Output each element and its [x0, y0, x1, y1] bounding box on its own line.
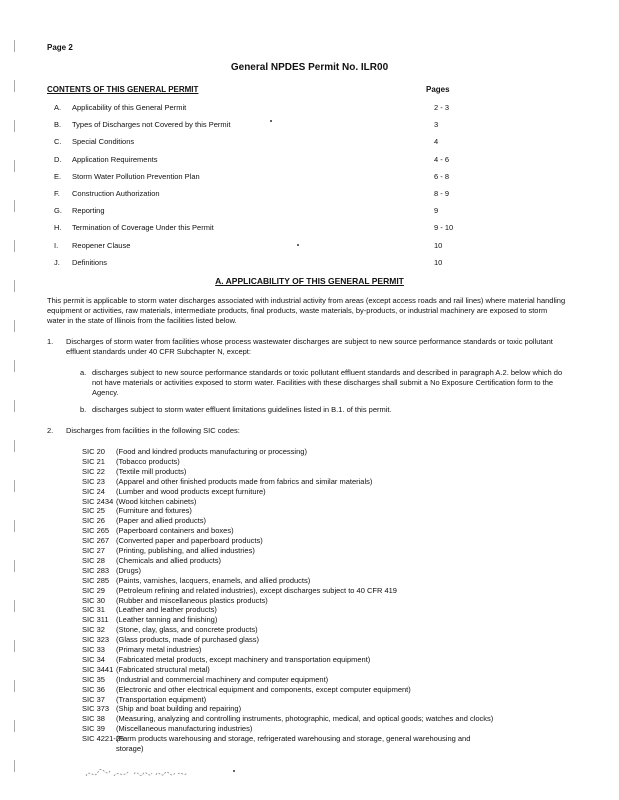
- sic-code: SIC 32: [82, 625, 105, 635]
- signature-scribble: [84, 762, 194, 784]
- sic-description: (Ship and boat building and repairing): [116, 704, 242, 714]
- toc-row: [0, 258, 619, 270]
- sic-description: (Chemicals and allied products): [116, 555, 222, 565]
- toc-row-letter: F.: [54, 189, 60, 198]
- sic-code: SIC 2434: [82, 496, 114, 506]
- toc-row-pages: 10: [434, 240, 443, 250]
- sic-row: [0, 734, 619, 744]
- sic-row: [0, 675, 619, 685]
- toc-row-pages: 3: [434, 120, 439, 130]
- toc-row-pages: 2 - 3: [434, 103, 450, 112]
- sic-description: (Primary metal industries): [116, 645, 202, 654]
- toc-row-pages: 10: [434, 257, 443, 267]
- toc-row-title: Applicability of this General Permit: [72, 103, 187, 112]
- sic-description: (Petroleum refining and related industries), except discharges subject to 40 CFR 419: [116, 585, 397, 595]
- sic-code: SIC 38: [82, 714, 105, 724]
- sic-code: SIC 323: [82, 635, 110, 645]
- sic-row: [0, 655, 619, 665]
- sic-description: (Measuring, analyzing and controlling instruments, photographic, medical, and optical goods; watches and clocks): [116, 714, 494, 724]
- sic-description: (Miscellaneous manufacturing industries): [116, 724, 253, 734]
- sic-description: (Fabricated metal products, except machinery and transportation equipment): [116, 654, 371, 664]
- sic-code: SIC 36: [82, 684, 105, 694]
- sic-description: (Tobacco products): [116, 456, 180, 466]
- sic-code: SIC 35: [82, 674, 105, 684]
- item-1-text: Discharges of storm water from facilities whose process wastewater discharges are subject to new source performance standards or toxic pollutant effluent standards under 40 CFR Subchapter N, except:: [66, 337, 553, 356]
- sic-code: SIC 285: [82, 575, 110, 585]
- sic-row: [0, 526, 619, 536]
- sic-description: (Leather and leather products): [116, 605, 217, 615]
- sic-code: SIC 30: [82, 595, 105, 605]
- toc-row-title: Types of Discharges not Covered by this Permit: [72, 120, 231, 130]
- sic-row: [0, 576, 619, 586]
- sic-description: (Transportation equipment): [116, 694, 207, 704]
- toc-row-letter: B.: [54, 120, 62, 130]
- toc-row-title: Definitions: [72, 257, 108, 267]
- sic-code: SIC 311: [82, 615, 109, 625]
- sic-code: SIC 22: [82, 466, 105, 476]
- sic-code: SIC 21: [82, 456, 105, 466]
- toc-row: [0, 103, 619, 115]
- toc-row-letter: E.: [54, 171, 62, 181]
- sic-description: (Drugs): [116, 565, 142, 575]
- sic-row: [0, 556, 619, 566]
- toc-row-pages: 9 - 10: [434, 223, 454, 233]
- toc-row-title: Construction Authorization: [72, 189, 160, 198]
- sic-code: SIC 29: [82, 585, 105, 595]
- sic-description: (Paperboard containers and boxes): [116, 526, 234, 536]
- toc-row-pages: 6 - 8: [434, 171, 450, 181]
- sic-row: [0, 477, 619, 487]
- sic-description: (Electronic and other electrical equipment and components, except computer equipment): [116, 684, 411, 694]
- sic-description: (Paper and allied products): [116, 516, 207, 526]
- toc-row-letter: G.: [54, 206, 62, 216]
- toc-row-pages: 4 - 6: [434, 154, 450, 164]
- toc-row-title: Special Conditions: [72, 137, 135, 147]
- sic-row: [0, 605, 619, 615]
- sic-description: (Furniture and fixtures): [116, 506, 192, 516]
- scan-speck: [297, 244, 299, 246]
- sic-code: SIC 39: [82, 724, 105, 734]
- sic-row: [0, 714, 619, 724]
- sic-row: [0, 704, 619, 714]
- sic-description: (Wood kitchen cabinets): [116, 496, 197, 506]
- sic-row: [0, 596, 619, 606]
- sic-code: SIC 28: [82, 555, 105, 565]
- item-2-number: 2.: [47, 426, 54, 435]
- toc-row-title: Reporting: [72, 206, 105, 216]
- toc-row-title: Storm Water Pollution Prevention Plan: [72, 171, 200, 181]
- sic-row: [0, 685, 619, 695]
- sic-last-continuation: storage): [116, 744, 144, 753]
- sic-row: [0, 615, 619, 625]
- sic-row: [0, 566, 619, 576]
- item-1a-text: discharges subject to new source performance standards or toxic pollutant effluent standards and described in paragraph A.2. below which do not have materials or activities exposed to storm water. Facilities with these discharges shall submit a No Exposure Certification form to the Agency.: [92, 368, 563, 397]
- sic-code: SIC 26: [82, 516, 105, 526]
- item-1-number: 1.: [47, 337, 54, 346]
- section-a-heading: A. APPLICABILITY OF THIS GENERAL PERMIT: [215, 276, 404, 286]
- toc-row: [0, 189, 619, 201]
- sic-code: SIC 33: [82, 645, 105, 654]
- sic-code: SIC 3441: [82, 664, 114, 674]
- toc-row-pages: 9: [434, 206, 439, 216]
- toc-row-letter: J.: [54, 257, 60, 267]
- sic-description: (Glass products, made of purchased glass): [116, 635, 259, 645]
- sic-description: (Apparel and other finished products made from fabrics and similar materials): [116, 476, 373, 486]
- sic-row: [0, 586, 619, 596]
- item-1b-label: b.: [80, 405, 87, 414]
- toc-row-letter: C.: [54, 137, 62, 147]
- toc-row-title: Application Requirements: [72, 154, 158, 164]
- sic-code: SIC 4221-25: [82, 734, 125, 744]
- toc-heading: CONTENTS OF THIS GENERAL PERMIT: [47, 85, 199, 94]
- toc-row: [0, 172, 619, 184]
- page-label: Page 2: [47, 43, 73, 52]
- sic-description: (Leather tanning and finishing): [116, 615, 218, 625]
- sic-row: [0, 635, 619, 645]
- toc-row: [0, 206, 619, 218]
- sic-description: (Industrial and commercial machinery and computer equipment): [116, 674, 329, 684]
- sic-description: (Textile mill products): [116, 466, 187, 476]
- scan-speck: [270, 120, 272, 122]
- toc-pages-heading: Pages: [426, 85, 450, 94]
- sic-description: (Food and kindred products manufacturing or processing): [116, 447, 307, 456]
- sic-description: (Paints, varnishes, lacquers, enamels, and allied products): [116, 575, 311, 585]
- section-a-intro: This permit is applicable to storm water discharges associated with industrial activity from areas (except access roads and rail lines) where material handling equipment or activities, raw materials, intermediate products, final products, waste materials, by-products, or industrial machinery are exposed to storm water in the state of Illinois from the facilities listed below.: [47, 296, 566, 325]
- sic-code: SIC 27: [82, 546, 105, 555]
- toc-row-title: Reopener Clause: [72, 240, 131, 250]
- toc-row-letter: H.: [54, 223, 62, 233]
- sic-row: [0, 497, 619, 507]
- sic-code: SIC 267: [82, 536, 110, 546]
- sic-description: (Farm products warehousing and storage, refrigerated warehousing and storage, general warehousing and: [116, 734, 471, 744]
- sic-row: [0, 665, 619, 675]
- sic-code: SIC 283: [82, 565, 110, 575]
- toc-row: [0, 155, 619, 167]
- scan-speck: [233, 770, 235, 772]
- sic-row: [0, 645, 619, 655]
- sic-description: (Rubber and miscellaneous plastics products): [116, 595, 268, 605]
- sic-code: SIC 25: [82, 506, 105, 516]
- sic-code: SIC 265: [82, 526, 110, 536]
- toc-row-letter: A.: [54, 103, 62, 112]
- sic-row: [0, 536, 619, 546]
- toc-row: [0, 137, 619, 149]
- toc-row-title: Termination of Coverage Under this Permit: [72, 223, 214, 233]
- sic-row: [0, 724, 619, 734]
- toc-row: [0, 223, 619, 235]
- document-title: General NPDES Permit No. ILR00: [230, 62, 389, 73]
- sic-code: SIC 23: [82, 476, 105, 486]
- toc-row: [0, 241, 619, 253]
- toc-row: [0, 120, 619, 132]
- sic-description: (Lumber and wood products except furniture): [116, 486, 266, 496]
- sic-row: [0, 457, 619, 467]
- sic-row: [0, 467, 619, 477]
- sic-row: [0, 447, 619, 457]
- sic-code: SIC 37: [82, 694, 105, 704]
- sic-row: [0, 516, 619, 526]
- sic-description: (Fabricated structural metal): [116, 664, 210, 674]
- sic-code: SIC 24: [82, 486, 105, 496]
- sic-row: [0, 625, 619, 635]
- sic-code: SIC 31: [82, 605, 105, 615]
- sic-row: [0, 506, 619, 516]
- sic-row: [0, 695, 619, 705]
- sic-row: [0, 487, 619, 497]
- sic-code: SIC 34: [82, 654, 105, 664]
- toc-row-letter: I.: [54, 240, 59, 250]
- toc-row-pages: 8 - 9: [434, 189, 450, 198]
- sic-description: (Stone, clay, glass, and concrete products): [116, 625, 258, 635]
- item-1b-text: discharges subject to storm water effluent limitations guidelines listed in B.1. of this permit.: [92, 405, 392, 414]
- sic-code: SIC 373: [82, 704, 110, 714]
- sic-description: (Converted paper and paperboard products): [116, 536, 263, 546]
- sic-description: (Printing, publishing, and allied industries): [116, 546, 255, 555]
- item-1a-label: a.: [80, 368, 87, 377]
- sic-code: SIC 20: [82, 447, 105, 456]
- toc-row-letter: D.: [54, 154, 62, 164]
- toc-row-pages: 4: [434, 137, 439, 147]
- item-2-text: Discharges from facilities in the following SIC codes:: [66, 426, 240, 435]
- sic-row: [0, 546, 619, 556]
